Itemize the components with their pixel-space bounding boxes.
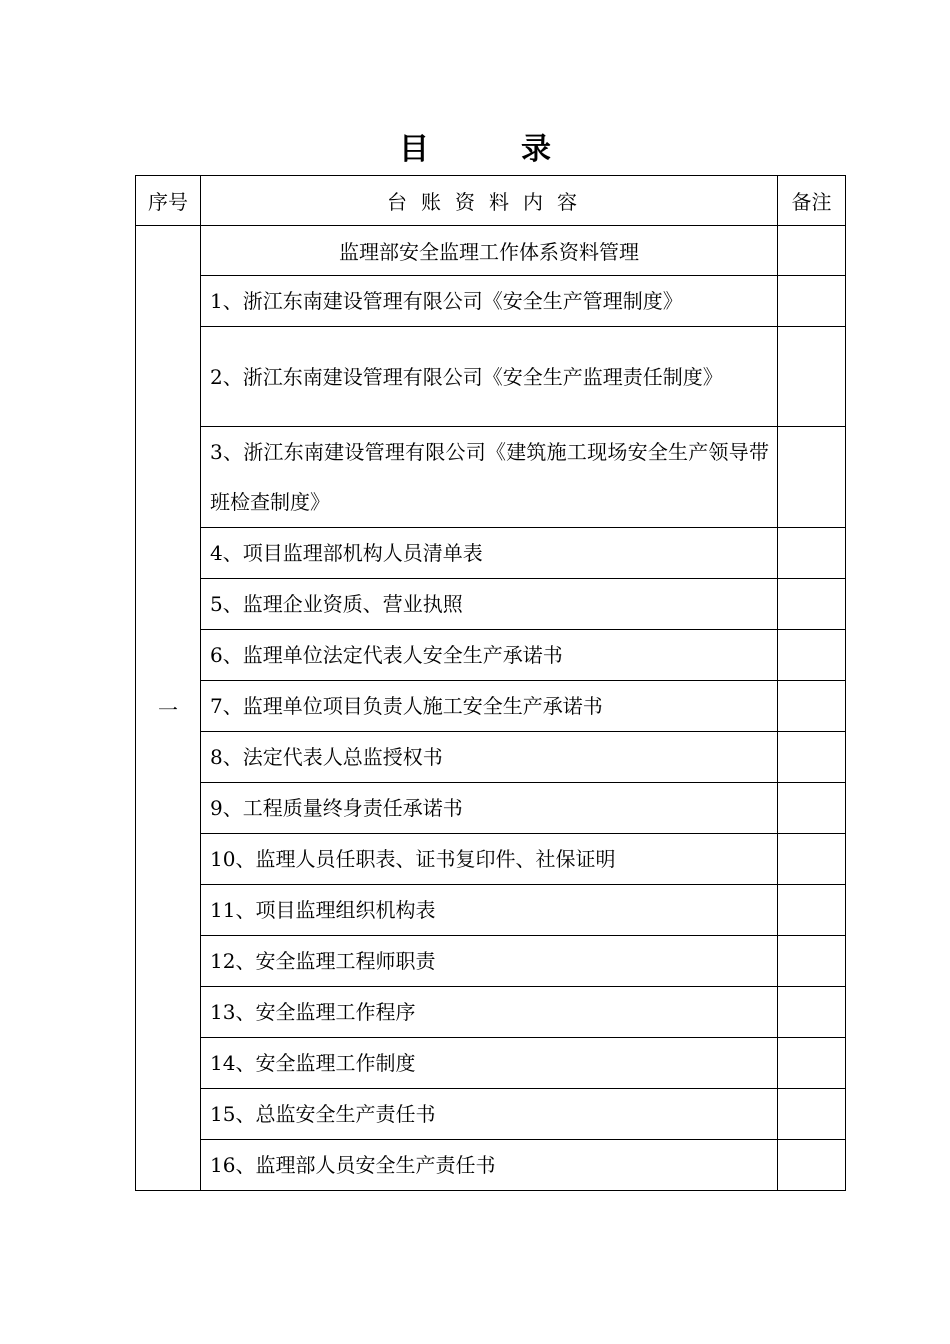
note-cell [778, 681, 846, 732]
note-cell [778, 327, 846, 427]
table-row [136, 834, 846, 885]
note-cell [778, 1038, 846, 1089]
note-cell [778, 528, 846, 579]
note-cell [778, 579, 846, 630]
section-title-row [136, 226, 846, 276]
note-cell [778, 276, 846, 327]
item-text: 13、安全监理工作程序 [201, 987, 778, 1038]
item-text: 4、项目监理部机构人员清单表 [201, 528, 778, 579]
item-text: 11、项目监理组织机构表 [201, 885, 778, 936]
header-content: 台账资料内容 [201, 176, 778, 226]
note-cell [778, 987, 846, 1038]
item-text: 10、监理人员任职表、证书复印件、社保证明 [201, 834, 778, 885]
table-row [136, 987, 846, 1038]
header-row [136, 176, 846, 226]
table-row [136, 276, 846, 327]
table-row [136, 1038, 846, 1089]
header-note: 备注 [778, 176, 846, 226]
note-cell [778, 1140, 846, 1191]
item-text: 15、总监安全生产责任书 [201, 1089, 778, 1140]
table-row [136, 528, 846, 579]
note-cell [778, 732, 846, 783]
note-cell [778, 427, 846, 528]
title-char-1: 目 [399, 132, 429, 167]
toc-table [135, 175, 846, 1191]
table-row [136, 1140, 846, 1191]
item-text: 16、监理部人员安全生产责任书 [201, 1140, 778, 1191]
table-row [136, 427, 846, 528]
item-text: 6、监理单位法定代表人安全生产承诺书 [201, 630, 778, 681]
title-char-2: 录 [521, 132, 551, 167]
table-row [136, 579, 846, 630]
table-row [136, 327, 846, 427]
note-cell [778, 630, 846, 681]
item-text: 14、安全监理工作制度 [201, 1038, 778, 1089]
item-text: 1、浙江东南建设管理有限公司《安全生产管理制度》 [201, 276, 778, 327]
table-row [136, 681, 846, 732]
item-text: 12、安全监理工程师职责 [201, 936, 778, 987]
table-row [136, 783, 846, 834]
section-title: 监理部安全监理工作体系资料管理 [201, 226, 778, 276]
item-text: 5、监理企业资质、营业执照 [201, 579, 778, 630]
table-row [136, 732, 846, 783]
table-row [136, 885, 846, 936]
section-number: 一 [136, 226, 201, 1191]
note-cell [778, 834, 846, 885]
table-row [136, 630, 846, 681]
note-cell [778, 1089, 846, 1140]
page-title [0, 128, 950, 172]
note-cell [778, 936, 846, 987]
note-cell [778, 885, 846, 936]
item-text: 2、浙江东南建设管理有限公司《安全生产监理责任制度》 [201, 327, 778, 427]
item-text: 3、浙江东南建设管理有限公司《建筑施工现场安全生产领导带班检查制度》 [201, 427, 778, 528]
header-seq: 序号 [136, 176, 201, 226]
item-text: 9、工程质量终身责任承诺书 [201, 783, 778, 834]
note-cell [778, 783, 846, 834]
table-row [136, 936, 846, 987]
note-cell [778, 226, 846, 276]
item-text: 7、监理单位项目负责人施工安全生产承诺书 [201, 681, 778, 732]
table-row [136, 1089, 846, 1140]
item-text: 8、法定代表人总监授权书 [201, 732, 778, 783]
